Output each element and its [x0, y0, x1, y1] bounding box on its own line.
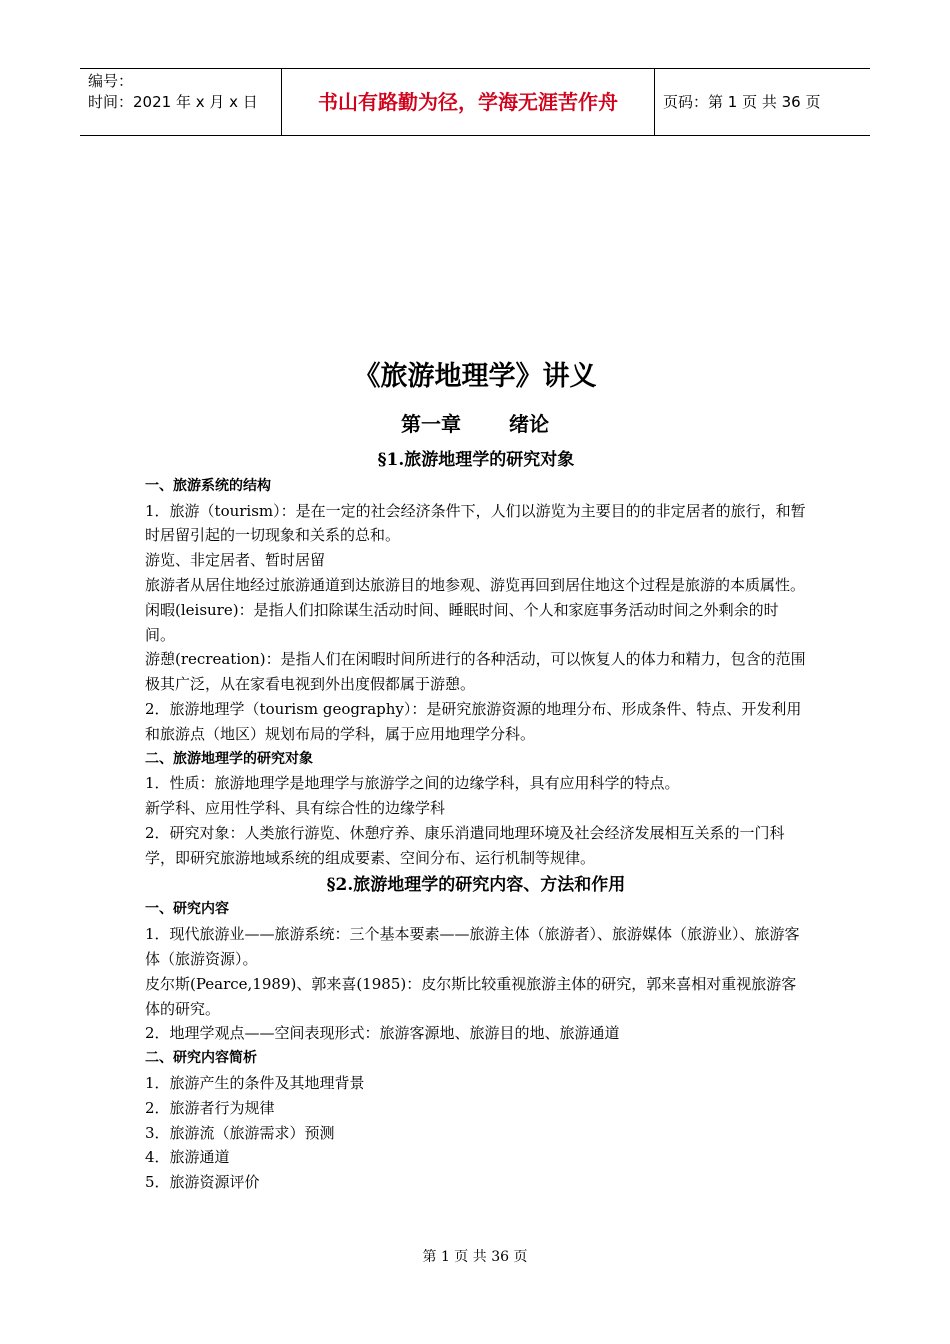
paragraph: 2．研究对象：人类旅行游览、休憩疗养、康乐消遣同地理环境及社会经济发展相互关系的一门科学，即研究旅游地域系统的组成要素、空间分布、运行机制等规律。 [145, 823, 785, 867]
doc-date-label: 时间：2021 年 x 月 x 日 [88, 93, 258, 111]
list-item: 3．旅游流（旅游需求）预测 [145, 1123, 335, 1142]
section-heading: §1.旅游地理学的研究对象 [377, 450, 575, 470]
list-item: 4．旅游通道 [145, 1148, 230, 1167]
header-motto: 书山有路勤为径，学海无涯苦作舟 [282, 69, 655, 135]
paragraph: 1．性质：旅游地理学是地理学与旅游学之间的边缘学科，具有应用科学的特点。 [145, 774, 680, 793]
subsection-heading: 二、旅游地理学的研究对象 [145, 750, 313, 767]
page-footer: 第 1 页 共 36 页 [422, 1249, 528, 1265]
list-item: 1．旅游产生的条件及其地理背景 [145, 1073, 365, 1092]
paragraph: 1．现代旅游业——旅游系统：三个基本要素——旅游主体（旅游者）、旅游媒体（旅游业）、旅游客体（旅游资源）。 [145, 925, 800, 968]
paragraph: 游憩(recreation)：是指人们在闲暇时间所进行的各种活动，可以恢复人的体力和精力，包含的范围极其广泛，从在家看电视到外出度假都属于游憩。 [145, 650, 806, 694]
paragraph: 游览、非定居者、暂时居留 [145, 551, 326, 570]
chapter-number: 第一章 [401, 412, 461, 436]
list-item: 5．旅游资源评价 [145, 1173, 260, 1192]
section-heading: §2.旅游地理学的研究内容、方法和作用 [326, 874, 626, 895]
paragraph: 1．旅游（tourism）：是在一定的社会经济条件下，人们以游览为主要目的的非定居者的旅行，和暂时居留引起的一切现象和关系的总和。 [145, 501, 806, 545]
subsection-heading: 一、旅游系统的结构 [145, 477, 271, 494]
chapter-heading [0, 408, 950, 437]
paragraph: 闲暇(leisure)：是指人们扣除谋生活动时间、睡眠时间、个人和家庭事务活动时间之外剩余的时间。 [145, 600, 779, 644]
document-body [145, 446, 807, 1195]
chapter-name: 绪论 [509, 412, 549, 436]
document-title: 《旅游地理学》讲义 [353, 361, 597, 392]
paragraph: 2．旅游地理学（tourism geography）：是研究旅游资源的地理分布、形成条件、特点、开发利用和旅游点（地区）规划布局的学科，属于应用地理学分科。 [145, 699, 802, 743]
paragraph: 旅游者从居住地经过旅游通道到达旅游目的地参观、游览再回到居住地这个过程是旅游的本质属性。 [145, 575, 806, 594]
paragraph: 2．地理学观点——空间表现形式：旅游客源地、旅游目的地、旅游通道 [145, 1024, 620, 1043]
header-meta [80, 69, 282, 135]
subsection-heading: 一、研究内容 [145, 901, 229, 918]
list-item: 2．旅游者行为规律 [145, 1098, 275, 1117]
doc-number-label: 编号： [88, 72, 134, 90]
header-page-label: 页码：第 1 页 共 36 页 [663, 93, 821, 111]
paragraph: 新学科、应用性学科、具有综合性的边缘学科 [145, 799, 446, 818]
page-header [80, 68, 870, 136]
subsection-heading: 二、研究内容简析 [145, 1050, 257, 1067]
paragraph: 皮尔斯(Pearce,1989)、郭来喜(1985)：皮尔斯比较重视旅游主体的研究，郭来喜相对重视旅游客体的研究。 [145, 974, 797, 1018]
